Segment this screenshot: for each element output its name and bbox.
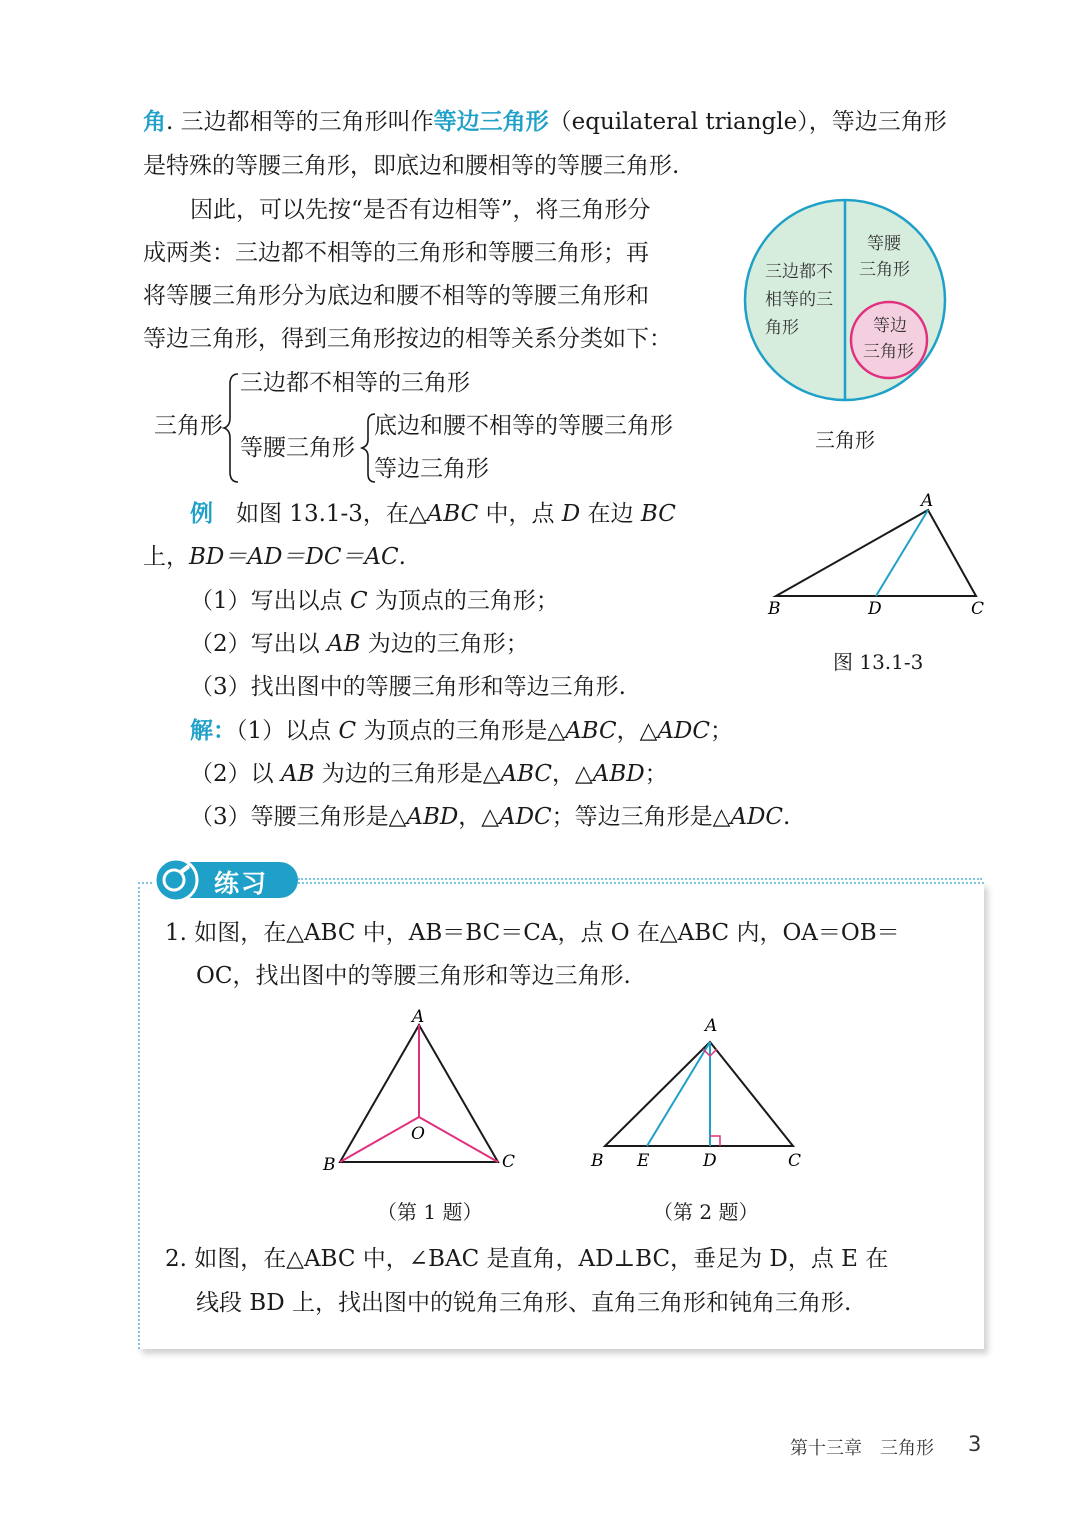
venn-inner-1: 等边 [873,316,907,336]
q2-label-b: B [591,1151,604,1171]
example-intro [190,499,676,529]
solution-var: ADC [730,804,783,830]
solution-text: 为顶点的三角形是△ [356,718,566,744]
solution-text: ； [644,761,668,787]
venn-inner-2: 三角形 [863,342,914,362]
example-q1 [190,586,559,616]
example-text: （2）写出以 [190,631,327,657]
example-text: 在边 [580,501,641,527]
solution-text: （3）等腰三角形是△ [190,804,407,830]
q1-label-b: B [323,1155,336,1175]
class-sub2: 等边三角形 [374,456,489,482]
solution-text: ，△ [552,761,593,787]
paragraph1-line2: 是特殊的等腰三角形，即底边和腰相等的等腰三角形. [143,153,680,179]
solution-text: . [783,804,791,830]
solution-var: ABC [500,761,553,787]
solution-text: 为边的三角形是△ [314,761,501,787]
q1-label-a: A [412,1007,425,1027]
term-fragment: 角 [143,108,166,135]
example-text: 上， [143,544,189,570]
page-number: 3 [968,1432,982,1456]
example-text: 为边的三角形； [360,631,529,657]
solution-text: （2）以 [190,761,281,787]
label-d: D [868,599,882,619]
venn-inner-circle [851,302,927,378]
venn-left-2: 相等的三 [765,290,833,310]
q2-label-d: D [703,1151,717,1171]
figure-13-1-3 [760,486,1000,621]
label-c: C [971,599,985,619]
q2-label-e: E [637,1151,650,1171]
class-sub1: 底边和腰不相等的等腰三角形 [374,413,673,439]
term-equilateral: 等边三角形 [433,108,549,135]
exercise-title: 练习 [214,869,269,898]
example-var: ABC [426,501,479,527]
example-text: 为顶点的三角形； [367,588,559,614]
q2-right-angle-d [710,1136,720,1146]
example-equation: BD＝AD＝DC＝AC [189,544,399,570]
solution-var: ADC [498,804,552,830]
example-var: C [349,588,368,614]
q2-label-c: C [788,1151,802,1171]
label-b: B [768,599,781,619]
paragraph1-english: （equilateral triangle），等边三角形 [548,109,947,135]
solution-text: ； [709,718,733,744]
example-text: （1）写出以点 [190,588,350,614]
example-q2 [190,629,529,659]
q1-label-o: O [411,1124,425,1144]
class-branch1: 三边都不相等的三角形 [240,370,470,396]
brace-outer [222,372,242,484]
venn-left-3: 角形 [765,318,799,338]
example-text: . [398,544,406,570]
q2-triangle-abc [605,1042,793,1146]
example-var: D [561,501,581,527]
solution-text: ，△ [458,804,499,830]
figure-q2 [585,1012,810,1172]
venn-diagram [735,192,955,412]
exercise-box [138,882,984,1349]
exercise-q1-line2: OC，找出图中的等腰三角形和等边三角形. [196,963,631,989]
paragraph2-line2: 成两类：三边都不相等的三角形和等腰三角形；再 [143,240,649,266]
venn-right-2: 三角形 [859,260,910,280]
venn-right-1: 等腰 [867,234,901,254]
solution-var: ABC [565,718,617,744]
solution-3 [190,802,790,832]
solution-2 [190,759,668,789]
venn-left-1: 三边都不 [765,262,833,282]
q2-label-a: A [705,1016,718,1036]
exercise-q1-line1: 1. 如图，在△ABC 中，AB＝BC＝CA，点 O 在△ABC 内，OA＝OB＝ [165,920,900,946]
label-a: A [921,491,934,511]
exercise-q2-line1: 2. 如图，在△ABC 中，∠BAC 是直角，AD⊥BC，垂足为 D，点 E 在 [165,1246,889,1272]
solution-label: 解： [190,717,236,744]
triangle-abc [776,510,976,596]
solution-text: ，△ [616,718,658,744]
example-q3: （3）找出图中的等腰三角形和等边三角形. [190,674,626,700]
exercise-q2-line2: 线段 BD 上，找出图中的锐角三角形、直角三角形和钝角三角形. [196,1290,852,1316]
paragraph2-line1: 因此，可以先按“是否有边相等”，将三角形分 [190,197,651,223]
solution-text: （1）以点 [236,718,339,744]
example-var: AB [326,631,361,657]
example-line2 [143,542,406,572]
fig2-caption: （第 2 题） [653,1200,759,1224]
solution-text: ；等边三角形是△ [551,804,731,830]
solution-var: ABD [592,761,645,787]
example-text: 中，点 [478,501,562,527]
figure-caption: 图 13.1-3 [833,650,924,674]
example-label: 例 [190,500,213,527]
pencil-icon [152,856,200,904]
class-branch2: 等腰三角形 [240,435,355,461]
q1-label-c: C [502,1152,516,1172]
class-root: 三角形 [154,413,223,439]
example-text: 如图 13.1-3，在△ [236,501,427,527]
footer-chapter: 第十三章 三角形 [790,1438,934,1459]
solution-var: C [338,718,357,744]
solution-var: AB [280,761,315,787]
figure-q1 [315,1005,525,1175]
solution-var: ABD [406,804,459,830]
segment-ad [876,510,928,596]
venn-caption: 三角形 [815,428,875,452]
paragraph2-line4: 等边三角形，得到三角形按边的相等关系分类如下： [143,326,672,352]
example-var: BC [640,501,676,527]
paragraph1-line1 [143,107,947,137]
paragraph2-line3: 将等腰三角形分为底边和腰不相等的等腰三角形和 [143,283,649,309]
paragraph1-text: . 三边都相等的三角形叫作 [166,109,434,135]
solution-var: ADC [657,718,710,744]
exercise-top-rule [298,878,982,880]
fig1-caption: （第 1 题） [377,1200,483,1224]
solution-1 [190,716,733,746]
